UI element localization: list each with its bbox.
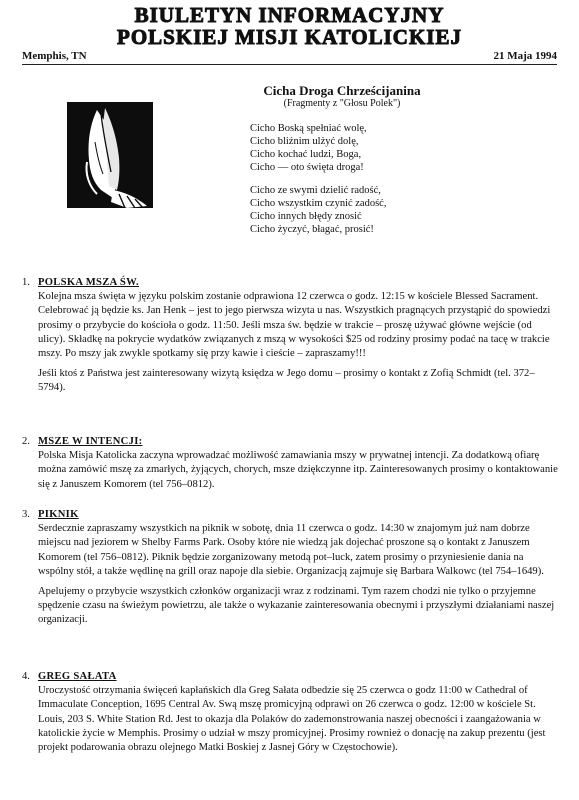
poem-line: Cicho bliźnim ulżyć dolę, [250,136,359,147]
section-paragraph: Uroczystość otrzymania święceń kapłańskich dla Greg Sałata odbedzie się 25 czerwca o godz 11:00 w Cathedral of Immaculate Conception, 1695 Central Av. Swą mszę promicyjną odprawi on 26 czerwca o godz. 12:00 w kościele St. Louis, 203 S. White Station Rd. Jest to okazja dla Polaków do zademonstrowania naszej obecności i zaangażowania w katolickie życie w Memphis. Prosimy o udział w mszy promicyjnej. Prosimy rownież o donację na zakup prezentu (jest projekt podarowania obrazu olejnego Matki Boskiej z Jasnej Góry w Częstochowie). [38,685,546,754]
masthead [0,4,579,48]
issue-meta [22,50,557,65]
poem-line: Cicho –– oto święta droga! [250,162,364,173]
section-number: 2. [22,436,30,447]
poem-stanza-2 [250,184,452,236]
poem-title: Cicha Droga Chrześcijanina [263,83,421,98]
section-paragraph: Polska Misja Katolicka zaczyna wprowadzać możliwość zamawiania mszy w prywatnej intencji. Za dodatkową ofiarę można zamówić mszę za zmarłych, żyjących, chorych, msze dziękczynne itp. Zainteresowanych prosimy o kontaktowanie się z Januszem Komorem (tel 756–0812). [38,450,558,490]
section-title: MSZE W INTENCJI: [38,436,143,447]
section-paragraph: Kolejna msza święta w języku polskim zostanie odprawiona 12 czerwca o godz. 12:15 w kościele Blessed Sacrament. Celebrować ją będzie ks. Jan Henk – jest to jego pierwsza wizyta u nas. Wszystkich pragnących przystąpić do spowiedzi prosimy o przybycie do kościoła o godz. 11:50. Jeśli msza św. będzie w trakcie – proszę używać główne wejście (od ulicy). Składkę na pokrycie wydatków związanych z mszą w wysokości $25 od rodziny prosimy podać na tacę w trakcie mszy. Po mszy jak zwykle spotkamy się przy kawie i cieście – zapraszamy!!! [38,291,551,360]
section-title: PIKNIK [38,509,79,520]
section-msze-w-intencji [22,435,560,498]
poem-subtitle: (Fragmenty z "Głosu Polek") [283,98,401,109]
section-number: 1. [22,277,30,288]
poem-line: Cicho innych błędy znosić [250,211,362,222]
poem-line: Cicho życzyć, błagać, prosić! [250,224,374,235]
section-paragraph: Serdecznie zapraszamy wszystkich na piknik w sobotę, dnia 11 czerwca o godz. 14:30 w znajomym już nam dobrze miejscu nad jeziorem w Shelby Farms Park. Osoby które nie wiedzą jak dojechać proszone są o kontakt z Januszem Komorem (tel 756–0812). Piknik będzie zorganizowany metodą pot–luck, zatem prosimy o przyniesienie dania na wspólny stół, a także wędlinę na grill oraz napoje dla siebie. Organizacją zajmuje się Barbara Walkowc (tel 754–1649). [38,523,544,577]
section-piknik [22,508,560,634]
section-paragraph: Jeśli ktoś z Państwa jest zainteresowany wizytą księdza w Jego domu – prosimy o kontakt z Zofią Schmidt (tel. 372–5794). [38,368,535,394]
section-number: 4. [22,671,30,682]
poem-line: Cicho ze swymi dzielić radość, [250,185,381,196]
location: Memphis, TN [22,50,87,62]
section-paragraph: Apelujemy o przybycie wszystkich członków organizacji wraz z rodzinami. Tym razem chodzi nie tylko o przyjemne spędzenie czasu na świeżym powietrzu, ale także o wykazanie zainteresowania obecnymi i przyszłymi działaniami naszej organizacji. [38,586,555,626]
section-number: 3. [22,509,30,520]
poem-line: Cicho wszystkim czynić zadość, [250,198,387,209]
masthead-line-2: POLSKIEJ MISJI KATOLICKIEJ [117,25,462,49]
issue-date: 21 Maja 1994 [493,50,557,62]
section-greg-salata [22,670,560,761]
poem [232,84,452,246]
masthead-line-1: BIULETYN INFORMACYJNY [134,3,445,27]
section-title: GREG SAŁATA [38,671,117,682]
section-polska-msza [22,276,560,402]
poem-line: Cicho Boską spełniać wolę, [250,123,367,134]
section-title: POLSKA MSZA ŚW. [38,277,139,288]
praying-hands-icon [67,102,153,208]
poem-stanza-1 [250,122,452,174]
poem-line: Cicho kochać ludzi, Boga, [250,149,362,160]
